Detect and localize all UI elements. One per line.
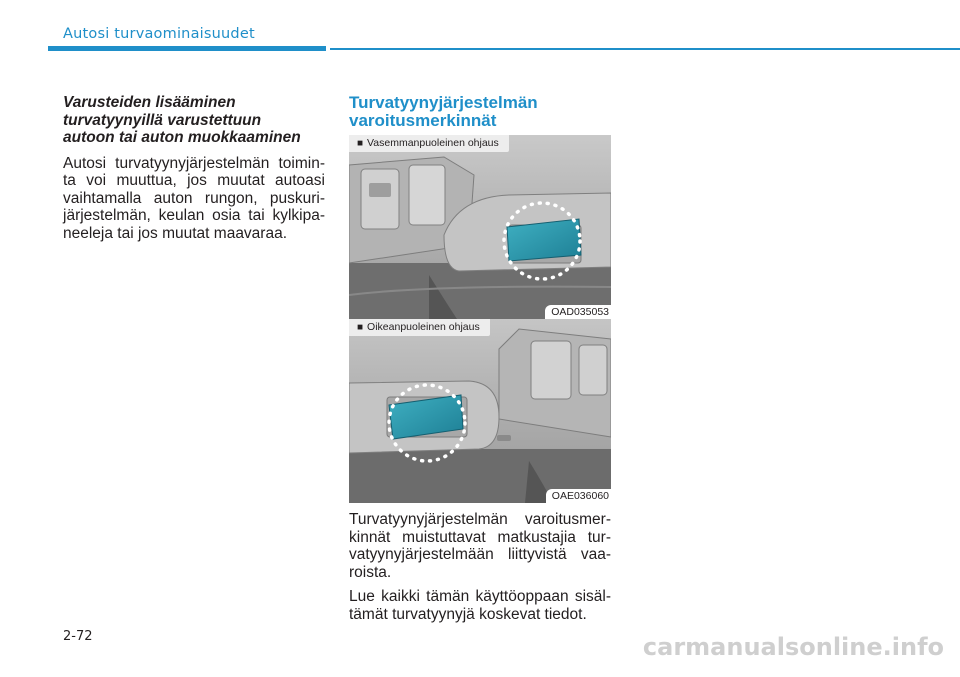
figure-caption-text: Vasemmanpuoleinen ohjaus [367,137,499,149]
left-column [63,94,325,242]
read-manual-paragraph: Lue kaikki tämän käyttöoppaan sisäl-tämät turvatyynyjä koskevat tiedot. [349,588,611,623]
figure-code: OAE036060 [546,489,611,503]
right-column-heading-block [349,94,611,130]
subsection-heading-line-2: turvatyynyillä varustettuun [63,111,262,129]
sun-visor-illustration-lhd [349,135,611,319]
figure-right-hand-drive [349,319,611,503]
section-heading [349,94,611,130]
warning-label-paragraph: Turvatyynyjärjestelmän varoitusmer-kinnät muistuttavat matkustajia tur-vatyynyjärjestelmään liittyvistä vaa-roista. [349,511,611,581]
subsection-heading-line-3: autoon tai auton muokkaaminen [63,129,301,146]
header-rule-thin [330,48,960,50]
caption-bullet: ■ [357,138,364,149]
subsection-heading-line-1: Varusteiden lisääminen [63,94,236,111]
section-heading-line-2: varoitusmerkinnät [349,111,497,130]
figure-caption [349,319,490,336]
subsection-body: Autosi turvatyynyjärjestelmän toimin-ta voi muuttua, jos muutat autoasi vaihtamalla auton rungon, puskuri-järjestelmän, keulan osia tai kylkipa-neeleja tai jos muutat maavaraa. [63,154,325,242]
caption-bullet: ■ [357,322,364,333]
subsection-heading [63,94,325,147]
figure-caption [349,135,509,152]
header-rule-thick [48,46,326,51]
figure-caption-text: Oikeanpuoleinen ohjaus [367,321,480,333]
figure-left-hand-drive [349,135,611,319]
section-header-title: Autosi turvaominaisuudet [63,26,255,42]
sun-visor-illustration-rhd [349,319,611,503]
section-heading-line-1: Turvatyynyjärjestelmän [349,93,538,112]
right-column-body [349,511,611,630]
watermark: carmanualsonline.info [642,633,944,661]
page-number: 2-72 [63,629,93,644]
figure-code: OAD035053 [545,305,611,319]
